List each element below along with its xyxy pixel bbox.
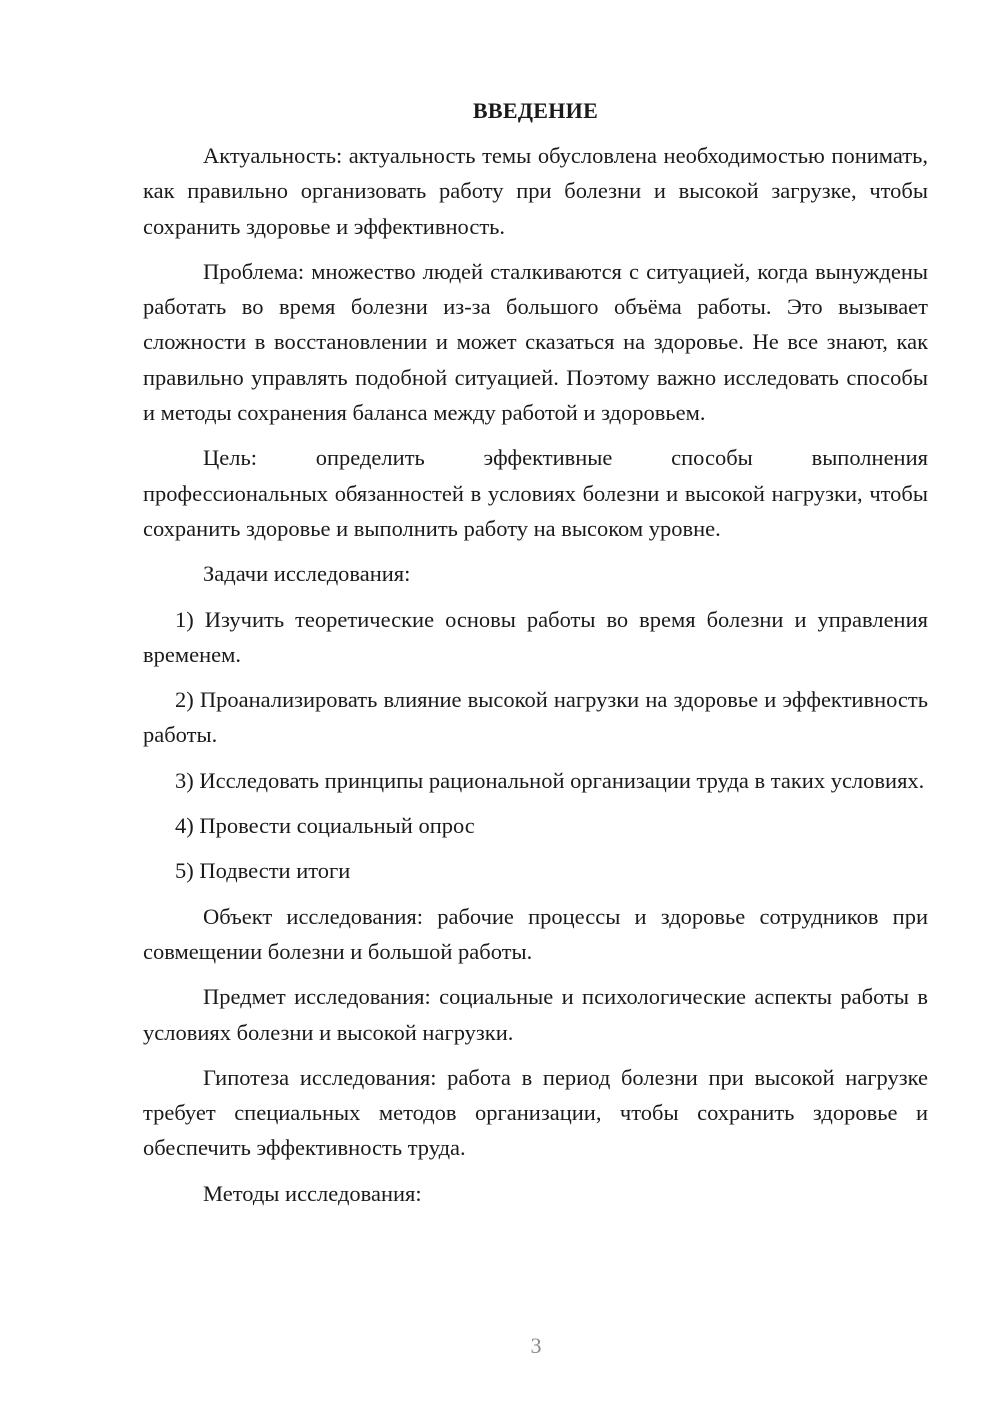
page-title: ВВЕДЕНИЕ xyxy=(472,98,599,123)
tasks-heading: Задачи исследования: xyxy=(203,561,411,587)
methods-heading: Методы исследования: xyxy=(203,1180,422,1206)
goal-continuation: профессиональных обязанностей в условиях болезни и высокой нагрузки, чтобы сохранить здоровье и выполнить работу на высоком уровне. xyxy=(143,480,928,541)
page-number: 3 xyxy=(530,1333,542,1358)
page-body xyxy=(143,96,928,1221)
subject-paragraph: Предмет исследования: социальные и психологические аспекты работы в условиях болезни и высокой нагрузки. xyxy=(143,984,928,1045)
relevance-paragraph: Актуальность: актуальность темы обусловлена необходимостью понимать, как правильно организовать работу при болезни и высокой загрузке, чтобы сохранить здоровье и эффективность. xyxy=(143,143,928,239)
hypothesis-paragraph: Гипотеза исследования: работа в период болезни при высокой нагрузке требует специальных методов организации, чтобы сохранить здоровье и обеспечить эффективность труда. xyxy=(143,1064,928,1161)
task-item-5: 5) Подвести итоги xyxy=(175,858,351,884)
object-paragraph: Объект исследования: рабочие процессы и здоровье сотрудников при совмещении болезни и большой работы. xyxy=(143,903,928,964)
task-item-1: 1) Изучить теоретические основы работы во время болезни и управления временем. xyxy=(143,606,928,667)
problem-paragraph: Проблема: множество людей сталкиваются с ситуацией, когда вынуждены работать во время болезни из-за большого объёма работы. Это вызывает сложности в восстановлении и может сказаться на здоровье. Не все знают, как правильно управлять подобной ситуацией. Поэтому важно исследовать способы и методы сохранения баланса между работой и здоровьем. xyxy=(143,258,928,426)
task-item-2: 2) Проанализировать влияние высокой нагрузки на здоровье и эффективность работы. xyxy=(143,687,928,748)
goal-first-line: Цель: определить эффективные способы выполнения xyxy=(203,445,928,471)
goal-paragraph xyxy=(143,440,928,546)
task-item-4: 4) Провести социальный опрос xyxy=(175,813,475,839)
task-item-3: 3) Исследовать принципы рациональной организации труда в таких условиях. xyxy=(175,767,925,793)
